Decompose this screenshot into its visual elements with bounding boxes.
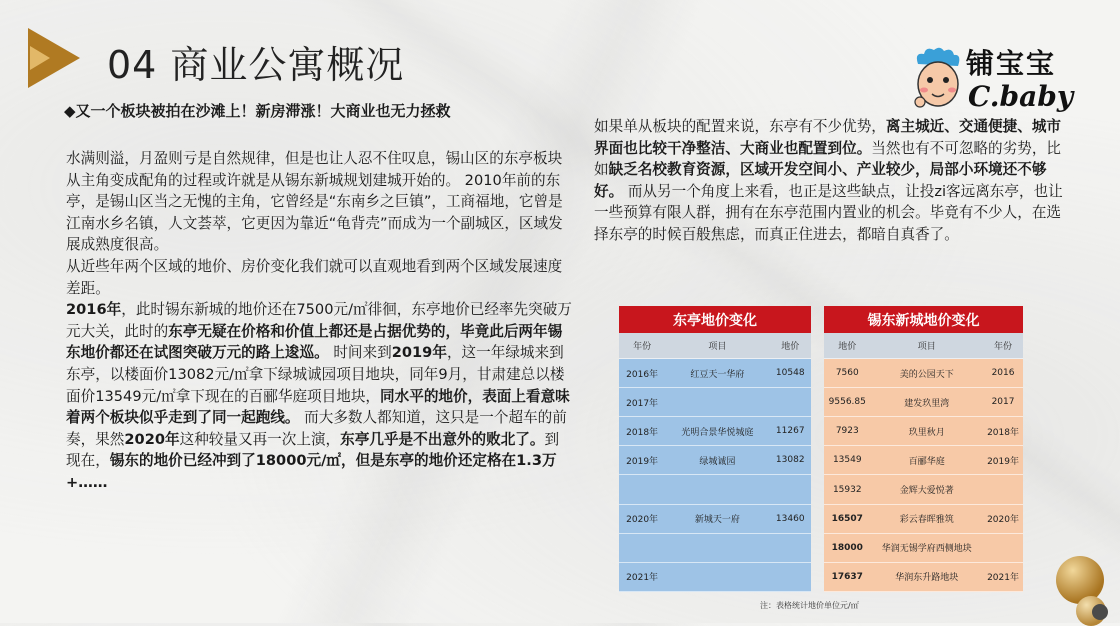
paragraph-comparison: 从近些年两个区域的地价、房价变化我们就可以直观地看到两个区域发展速度差距。 <box>66 257 563 297</box>
table-cell: 2017 <box>983 388 1023 417</box>
logo-chinese-text: 铺宝宝 <box>966 47 1057 80</box>
paragraph-analysis: 如果单从板块的配置来说，东亭有不少优势，离主城近、交通便捷、城市界面也比较干净整洁、大商业也配置到位。当然也有不可忽略的劣势，比如缺乏名校教育资源，区域开发空间小、产业较少，局部小环境还不够好。 而从另一个角度上来看，也正是这些缺点，让投zi客远离东亭，也让一些预算有限人群，拥有在东亭范围内置业的机会。毕竟有不少人，在选择东亭的时候百般焦虑，而真正住进去，都暗自真香了。 <box>594 118 1063 243</box>
table-cell: 11267 <box>769 417 811 446</box>
table-cell: 光明合景华悦城庭 <box>665 417 769 446</box>
table-row <box>824 417 1023 446</box>
table-cell: 2016年 <box>619 359 665 388</box>
table-cell: 百郦华庭 <box>871 446 984 475</box>
table-row <box>824 359 1023 388</box>
land-price-tables <box>619 306 1023 592</box>
table-row <box>619 417 811 446</box>
table-cell <box>619 475 665 504</box>
section-subheading: ◆又一个板块被拍在沙滩上！新房滞涨！大商业也无力拯救 <box>64 102 451 120</box>
table-cell: 金辉大爱悦著 <box>871 475 984 504</box>
table-cell: 2021年 <box>619 562 665 591</box>
table-cell: 绿城诚园 <box>665 446 769 475</box>
table-row <box>619 533 811 562</box>
table-cell: 7923 <box>824 417 871 446</box>
table-cell: 新城天一府 <box>665 504 769 533</box>
table-column-headers: 年份 项目 地价 <box>619 333 811 358</box>
table-column-headers: 地价 项目 年份 <box>824 333 1023 358</box>
table-cell <box>769 388 811 417</box>
corner-triangle-highlight <box>30 46 50 70</box>
table-cell <box>769 475 811 504</box>
table-cell: 华润无锡学府西侧地块 <box>871 533 984 562</box>
mascot-face-icon <box>912 46 964 108</box>
table-row <box>824 475 1023 504</box>
table-row <box>619 504 811 533</box>
table-cell <box>665 388 769 417</box>
table-cell: 玖里秋月 <box>871 417 984 446</box>
table-cell: 2020年 <box>983 504 1023 533</box>
table-footnote: 注：表格统计地价单位元/㎡ <box>760 601 859 610</box>
table-cell: 2019年 <box>983 446 1023 475</box>
paragraph-history: 2016年，此时锡东新城的地价还在7500元/㎡徘徊，东亭地价已经率先突破万元大关，此时的东亭无疑在价格和价值上都还是占据优势的，毕竟此后两年锡东地价都还在试图突破万元的路上逡巡。 时间来到2019年，这一年绿城来到东亭，以楼面价13082元/㎡拿下绿城诚园项目地块，同年9月，甘肃建总以楼面价13549元/㎡拿下现在的百郦华庭项目地块，同水平的地价，表面上看意味着两个板块似乎走到了同一起跑线。 而大多数人都知道，这只是一个超车的前奏，果然2020年这种较量又再一次上演，东亭几乎是不出意外的败北了。到现在，锡东的地价已经冲到了18000元/㎡，但是东亭的地价还定格在1.3万+…… <box>66 301 572 491</box>
table-cell: 2021年 <box>983 562 1023 591</box>
table-cell <box>983 475 1023 504</box>
table-row <box>824 388 1023 417</box>
table-cell <box>619 533 665 562</box>
table-cell: 2018年 <box>983 417 1023 446</box>
table-cell <box>769 533 811 562</box>
table-header: 锡东新城地价变化 <box>824 306 1023 333</box>
table-cell: 2017年 <box>619 388 665 417</box>
brand-logo <box>912 40 1082 114</box>
table-cell: 2020年 <box>619 504 665 533</box>
table-cell <box>665 562 769 591</box>
page-title: 04 商业公寓概况 <box>107 43 405 87</box>
table-row <box>824 504 1023 533</box>
table-cell: 17637 <box>824 562 871 591</box>
table-row <box>619 475 811 504</box>
table-cell <box>665 533 769 562</box>
table-cell: 红豆天一华府 <box>665 359 769 388</box>
table-cell: 13549 <box>824 446 871 475</box>
right-column-text <box>594 116 1070 246</box>
table-row <box>824 533 1023 562</box>
table-cell: 9556.85 <box>824 388 871 417</box>
table-cell: 美的公园天下 <box>871 359 984 388</box>
left-column-text <box>66 148 572 494</box>
table-row <box>619 446 811 475</box>
table-cell: 18000 <box>824 533 871 562</box>
dark-ball-decoration <box>1092 604 1108 620</box>
table-cell: 2016 <box>983 359 1023 388</box>
table-header: 东亭地价变化 <box>619 306 811 333</box>
table-cell: 建发玖里湾 <box>871 388 984 417</box>
table-cell <box>665 475 769 504</box>
table-cell <box>983 533 1023 562</box>
table-row <box>824 446 1023 475</box>
table-cell: 7560 <box>824 359 871 388</box>
table-cell: 10548 <box>769 359 811 388</box>
table-cell: 华润东升路地块 <box>871 562 984 591</box>
xidong-land-price-table <box>824 306 1023 592</box>
table-row <box>619 359 811 388</box>
dongting-land-price-table <box>619 306 811 592</box>
table-cell: 2018年 <box>619 417 665 446</box>
logo-english-text: C.baby <box>968 80 1074 113</box>
paragraph-intro: 水满则溢，月盈则亏是自然规律，但是也让人忍不住叹息，锡山区的东亭板块从主角变成配角的过程或许就是从锡东新城规划建城开始的。 2010年前的东亭，是锡山区当之无愧的主角，它曾经是“东南乡之巨镇”，工商福地，它曾是江南水乡名镇，人文荟萃，它更因为靠近“龟背壳”而成为一个副城区，区域发展成熟度很高。 <box>66 150 563 254</box>
table-cell: 13082 <box>769 446 811 475</box>
table-cell <box>769 562 811 591</box>
table-cell: 15932 <box>824 475 871 504</box>
table-cell: 16507 <box>824 504 871 533</box>
table-cell: 13460 <box>769 504 811 533</box>
table-cell: 2019年 <box>619 446 665 475</box>
table-row <box>619 562 811 591</box>
table-row <box>619 388 811 417</box>
table-row <box>824 562 1023 591</box>
table-cell: 彩云春晖雅筑 <box>871 504 984 533</box>
